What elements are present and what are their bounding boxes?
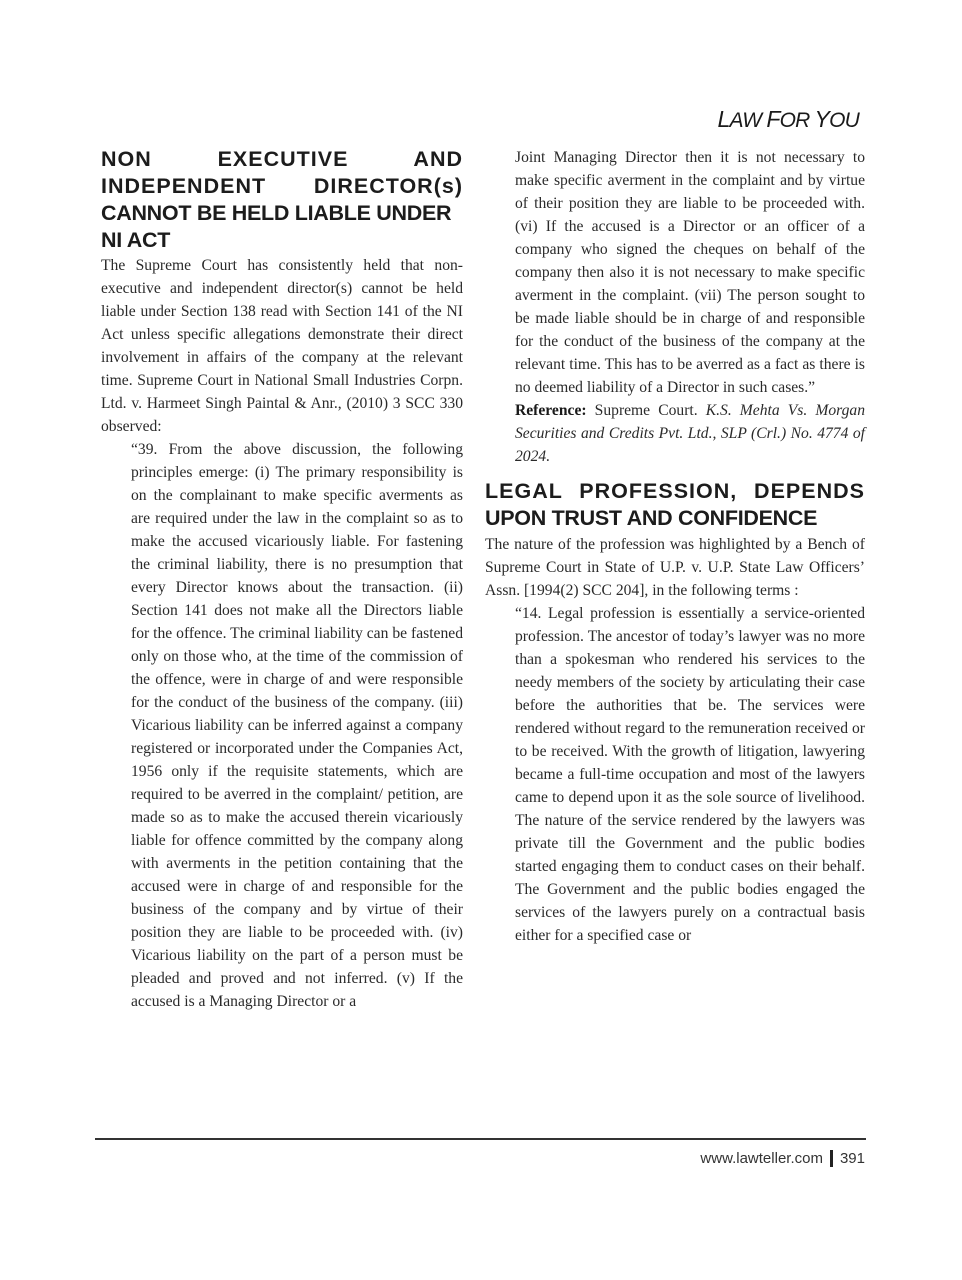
article1-intro: The Supreme Court has consistently held that non-executive and independent director(s) cannot be held liable under Section 138 read with Section 141 of the NI Act unless specific allegations demonstrate their direct involvement in affairs of the company at the relevant time. Supreme Court in National Small Industries Corpn. Ltd. v. Harmeet Singh Paintal & Anr., (2010) 3 SCC 330 observed: — [101, 257, 463, 435]
article2-heading — [485, 478, 865, 532]
article1-quote-part1: “39. From the above discussion, the following principles emerge: (i) The primary responsibility is on the complainant to make specific averments as are required under the law in the complaint so as to make the accused vicariously liable. For fastening the criminal liability, there is no presumption that every Director knows about the transaction. (ii) Section 141 does not make all the Directors liable for the offence. The criminal liability can be fastened only on those who, at the time of the commission of the offence, were in charge of and were responsible for the conduct of the business of the company. (iii) Vicarious liability can be inferred against a company registered or incorporated under the Companies Act, 1956 only if the requisite statements, which are required to be averred in the complaint/ petition, are made so as to make the accused therein vicariously liable for offence committed by the company along with averments in the petition containing that the accused were in charge of and responsible for the business of the company and by virtue of their position they are liable to be proceeded with. (iv) Vicarious liability on the part of a person must be pleaded and proved and not inferred. (v) If the accused is a Managing Director or a — [131, 441, 463, 1010]
running-head-letter: F — [766, 106, 780, 132]
running-head-letter: Y — [814, 106, 830, 132]
reference-label: Reference: — [515, 402, 587, 419]
reference-case: K.S. Mehta Vs. Morgan Securities and Credits Pvt. Ltd., SLP (Crl.) No. 4774 of 2024. — [515, 402, 865, 465]
running-head-text: OU — [829, 109, 859, 132]
footer-website-link[interactable]: www.lawteller.com — [700, 1150, 823, 1167]
article2-quote: “14. Legal profession is essentially a service-oriented profession. The ancestor of today’s lawyer was no more than a spokesman who rendered his services to the needy members of the society by articulating their case before the authorities that be. The services were rendered without regard to the remuneration received or to be received. With the growth of litigation, lawyering became a full-time occupation and most of the lawyers came to depend upon it as the sole source of livelihood. The nature of the service rendered by the lawyers was private till the Government and the public bodies started engaging them to conduct cases on their behalf. The Government and the public bodies engaged the services of the lawyers purely on a contractual basis either for a specified case or — [515, 605, 865, 944]
page-footer — [700, 1150, 865, 1167]
running-head-publication — [717, 106, 859, 133]
article1-reference — [515, 399, 865, 468]
heading-line: LEGAL PROFESSION, DEPENDS — [485, 479, 865, 503]
article1-heading — [101, 146, 463, 254]
heading-line: INDEPENDENT DIRECTOR(s) — [101, 174, 463, 198]
article1-quote-part2: Joint Managing Director then it is not necessary to make specific averment in the complaint and by virtue of their position they are liable to be proceeded with. (vi) If the accused is a Director or an officer of a company who signed the cheques on behalf of the company then also it is not necessary to make specific averment in the complaint. (vii) The person sought to be made liable should be in charge of and responsible for the conduct of the business of the company at the relevant time. This has to be averred as a fact as there is no deemed liability of a Director in such cases.” — [515, 149, 865, 396]
heading-line: CANNOT BE HELD LIABLE UNDER — [101, 201, 452, 225]
running-head-text: AW — [729, 109, 767, 132]
footer-separator-bar — [830, 1150, 833, 1167]
heading-line: NI ACT — [101, 228, 171, 252]
reference-court: Supreme Court. — [586, 402, 706, 419]
page-number: 391 — [839, 1150, 865, 1167]
heading-line: NON EXECUTIVE AND — [101, 147, 463, 171]
left-column — [101, 146, 463, 1013]
article2-intro: The nature of the profession was highlighted by a Bench of Supreme Court in State of U.P. v. U.P. State Law Officers’ Assn. [1994(2) SCC 204], in the following terms : — [485, 536, 865, 599]
right-column — [485, 146, 865, 947]
footer-divider — [95, 1138, 866, 1140]
article1-quote-continued — [485, 146, 865, 468]
running-head-text: OR — [779, 109, 815, 132]
running-head-letter: L — [717, 106, 730, 132]
heading-line: UPON TRUST AND CONFIDENCE — [485, 506, 818, 530]
